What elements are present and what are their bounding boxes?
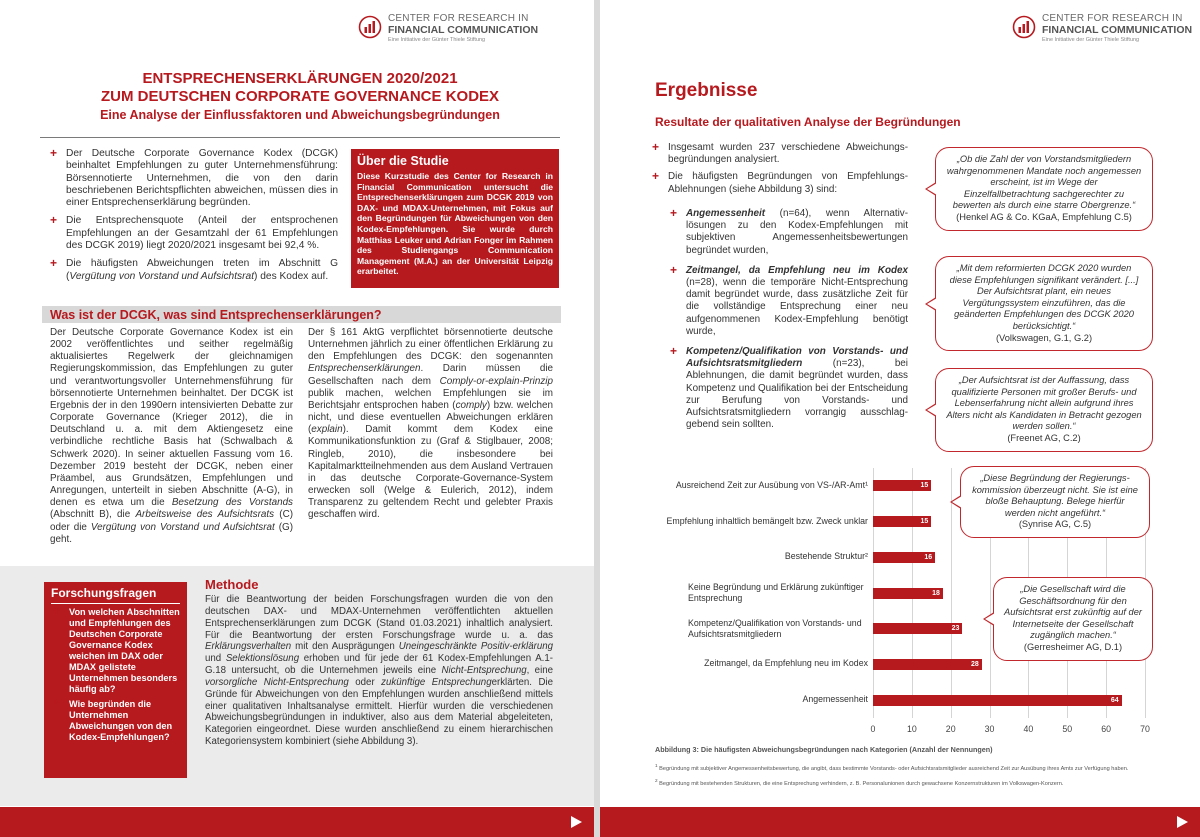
research-questions-box bbox=[44, 582, 187, 778]
logo-line2: FINANCIAL COMMUNICATION bbox=[388, 24, 539, 36]
chart-x-tick: 0 bbox=[870, 724, 876, 734]
chart-x-tick: 20 bbox=[945, 724, 956, 734]
summary-bullet: + Die Entsprechensquote (Anteil der entsprochenen Empfehlungen an der Gesamtzahl der 61 Empfehlungen des DCGK 2019) liegt 2020/2021 insgesamt bei 92,4 %. bbox=[48, 215, 338, 252]
footnote: $^1$ Begründung mit subjektiver Angemessenheitsbewertung, die angibt, dass bestimmte Vorstands- oder Aufsichtsratsmitglieder ausreichend Zeit zur Ausübung ihres Amts zur Verfügung haben. bbox=[655, 763, 1129, 772]
dcgk-column-1: Der Deutsche Corporate Governance Kodex ist ein 2002 veröffentlichtes und seither regelmäßig aktualisiertes Regelwerk der gleichnamigen Regierungskommission, das Empfehlungen zu guter und verantwortungsvoller Unternehmensführung für börsennotierte Unternehmen beinhaltet. Der DCGK ist Ergebnis der in den 1990ern intensivierten Debatte zur Corporate Governance (Krieger 2012), die in Deutschland u. a. mit dem Aktiengesetz eine verbindliche rechtliche Basis hat (Schwalbach & Schwerk 2020). In seiner aktuellen Fassung vom 16. Dezember 2019 besteht der DCGK, neben einer Präambel, aus Grundsätzen, Empfehlungen und Anregungen, unterteilt in sieben Abschnitte (A-G), in denen es etwa um die Besetzung des Vorstands (Abschnitt B), die Arbeitsweise des Aufsichtsrats (C) oder die Vergütung von Vorstand und Aufsichtsrat (G) geht. bbox=[50, 327, 294, 545]
title-subtitle: Eine Analyse der Einflussfaktoren und Abweichungsbegründungen bbox=[100, 108, 500, 122]
chart-category-label: Angemessenheit bbox=[802, 694, 868, 705]
dcgk-column-2: Der § 161 AktG verpflichtet börsennotierte deutsche Unternehmen jährlich zu einer öffentlichen Erklärung zu den Empfehlungen des DCGK: den sogenannten Entsprechenserklärungen. Darin müssen die Gesellschaften nach dem Comply-or-explain-Prinzip publik machen, welchen Empfehlungen sie im Berichtsjahr entsprochen haben (comply) bzw. welchen nicht, und diese eventuellen Abweichungen erklären (explain). Damit kommt dem Kodex eine Kommunikationsfunktion zu (Graf & Stiglbauer, 2008; Ringleb, 2010), die insbesondere bei Kapitalmarktteilnehmenden aus dem Ausland Vertrauen in das deutsche Corporate-Governance-System erwecken soll (Welge & Eulerich, 2012), indem Transparenz zu geltendem Recht und gelebter Praxis geschaffen wird. bbox=[308, 327, 554, 521]
chart-category-label: Kompetenz/Qualifikation von Vorstands- und Aufsichtsratsmitgliedern bbox=[688, 617, 862, 639]
reason-item: + Zeitmangel, da Empfehlung neu im Kodex (n=28), wenn die temporäre Nicht-Entsprechung damit begründet wurde, dass zusätzliche Zeit für die vollständige Entsprechung einer neu aufgenommenen Kodex-Empfehlung benötigt wurde, bbox=[668, 265, 908, 338]
research-questions-list bbox=[51, 607, 180, 743]
about-study-box bbox=[351, 149, 559, 288]
quote-bubble: „Die Gesellschaft wird die Geschäftsordnung für den Aufsichtsrat erst zukünftig auf der Internetseite der Gesellschaft zugänglich machen.“ (Gerresheimer AG, D.1) bbox=[993, 577, 1153, 661]
logo-line1: CENTER FOR RESEARCH IN bbox=[388, 13, 529, 24]
research-questions-title: Forschungsfragen bbox=[51, 586, 157, 600]
chart-x-tick: 10 bbox=[906, 724, 917, 734]
logo-tagline: Eine Initiative der Günter Thiele Stiftung bbox=[388, 37, 486, 43]
title-line1: ENTSPRECHENSERKLÄRUNGEN 2020/2021 bbox=[142, 70, 458, 87]
footnote: $^2$ Begründung mit bestehenden Strukturen, die eine Entsprechung verhindern, z. B. Personalunionen durch gewachsene Konzernstrukturen im Volkswagen-Konzern. bbox=[655, 777, 1064, 787]
quote-bubble: „Der Aufsichtsrat ist der Auffassung, dass qualifizierte Personen mit großer Berufs- und Lebenserfahrung nicht allein aufgrund ihres Alters nicht als Kandidaten in Betracht gezogen werden sollen.“ (Freenet AG, C.2) bbox=[935, 368, 1153, 452]
results-bullet: + Insgesamt wurden 237 verschiedene Abweichungs-begründungen analysiert. bbox=[650, 142, 908, 166]
quote-bubble: „Diese Begründung der Regierungs-kommission überzeugt nicht. Sie ist eine bloße Behauptung. Belege hierfür werden nicht angeführt.“ (Synrise AG, C.5) bbox=[960, 466, 1150, 538]
reason-item: + Angemessenheit (n=64), wenn Alternativ-lösungen zu den Kodex-Empfehlungen mit subjektiven Angemessenheitsbewertungen begründet wurden, bbox=[668, 208, 908, 257]
section-heading: Was ist der DCGK, was sind Entsprechenserklärungen? bbox=[50, 308, 382, 322]
chart-bar-value-label: 23 bbox=[951, 625, 960, 633]
research-divider bbox=[51, 603, 180, 604]
summary-bullets bbox=[48, 148, 338, 289]
logo-line1: CENTER FOR RESEARCH IN bbox=[1042, 13, 1183, 24]
chart-category-label: Ausreichend Zeit zur Ausübung von VS-/AR-Amt¹ bbox=[675, 479, 868, 490]
about-study-text: Diese Kurzstudie des Center for Research in Financial Communication untersucht die Entsprechenserklärungen zum DCGK 2019 von DAX- und MDAX-Unternehmen, mit Fokus auf den Begründungen für Abweichungen von den Kodex-Empfehlungen. Sie wurde durch Matthias Leuker und Adrian Fonger im Rahmen des Studiengangs Communication Management (M.A.) an der Universität Leipzig erarbeitet. bbox=[357, 171, 553, 277]
reasons-bar-chart bbox=[600, 0, 1200, 837]
chart-x-tick: 50 bbox=[1062, 724, 1073, 734]
chart-x-tick: 70 bbox=[1140, 724, 1150, 734]
chart-category-label: Bestehende Struktur² bbox=[784, 551, 868, 562]
about-study-title: Über die Studie bbox=[357, 154, 449, 168]
chart-bar-value-label: 64 bbox=[1110, 696, 1119, 704]
footer-bar bbox=[600, 807, 1200, 837]
results-heading: Ergebnisse bbox=[655, 80, 758, 101]
results-subheading: Resultate der qualitativen Analyse der Begründungen bbox=[655, 115, 961, 129]
chart-x-tick: 60 bbox=[1101, 724, 1112, 734]
chart-x-tick: 30 bbox=[984, 724, 995, 734]
chart-bar-value-label: 16 bbox=[924, 553, 933, 561]
chart-category-label: Empfehlung inhaltlich bemängelt bzw. Zweck unklar bbox=[666, 515, 868, 526]
chart-bar-value-label: 18 bbox=[932, 589, 940, 597]
figure-caption: Abbildung 3: Die häufigsten Abweichungsbegründungen nach Kategorien (Anzahl der Nennungen) bbox=[655, 745, 993, 754]
bar-chart-logo-icon bbox=[358, 15, 382, 39]
quote-bubble: „Ob die Zahl der von Vorstandsmitgliedern wahrgenommenen Mandate noch angemessen erscheint, ist im Wege der Einzelfallbetrachtung sachgerechter zu bewerten als durch eine starre Obergrenze.“ (Henkel AG & Co. KGaA, Empfehlung C.5) bbox=[935, 147, 1153, 231]
chart-bar-value-label: 28 bbox=[971, 660, 979, 668]
method-heading: Methode bbox=[205, 577, 259, 592]
footer-bar bbox=[0, 807, 594, 837]
summary-bullet: + Die häufigsten Abweichungen treten im Abschnitt G (Vergütung von Vorstand und Aufsichtsrat) des Kodex auf. bbox=[48, 258, 338, 283]
document-title bbox=[40, 70, 560, 123]
research-question: + Von welchen Abschnitten und Empfehlungen des Deutschen Corporate Governance Kodex weichen im DAX oder MDAX gelistete Unternehmen besonders häufig ab? bbox=[51, 607, 180, 695]
footnotes bbox=[655, 762, 1155, 788]
chart-bar-value-label: 15 bbox=[920, 482, 929, 490]
title-divider bbox=[40, 137, 560, 138]
logo-tagline: Eine Initiative der Günter Thiele Stiftung bbox=[1042, 37, 1140, 43]
page-right bbox=[600, 0, 1200, 837]
reason-item: + Kompetenz/Qualifikation von Vorstands- und Aufsichtsratsmitgliedern (n=23), bei Ablehnungen, die damit begründet wurden, dass Kompetenz und Qualifikation bei der Entscheidung zur Berufung von Vorstands- und Aufsichtsratsmitgliedern vorrangig ausschlag-gebend sein sollten. bbox=[668, 346, 908, 431]
summary-bullet: + Der Deutsche Corporate Governance Kodex (DCGK) beinhaltet Empfehlungen zu guter Unternehmensführung: Börsennotierte Unternehmen, die von den darin beschriebenen Berichtspflichten abweichen, müssen dies in einer Entsprechenserklärung begründen. bbox=[48, 148, 338, 209]
chart-bar-value-label: 15 bbox=[920, 518, 929, 526]
play-arrow-icon[interactable] bbox=[571, 816, 582, 828]
chart-x-tick: 40 bbox=[1023, 724, 1034, 734]
chart-category-label: Keine Begründung und Erklärung zukünftiger Entsprechung bbox=[688, 582, 864, 603]
title-line2: ZUM DEUTSCHEN CORPORATE GOVERNANCE KODEX bbox=[100, 88, 500, 105]
play-arrow-icon[interactable] bbox=[1177, 816, 1188, 828]
method-text: Für die Beantwortung der beiden Forschungsfragen wurden die von den deutschen DAX- und MDAX-Unternehmen veröffentlichten aktuellen Entsprechenserklärungen zum DCGK (Stand 01.03.2021) inhaltlich analysiert. Für die Beantwortung der ersten Forschungsfrage wurde u. a. das Erklärungsverhalten mit den Ausprägungen Uneingeschränkte Positiv-erklärung und Selektionslösung erhoben und für jede der 61 Kodex-Empfehlungen A.1-G.18 untersucht, ob die Unternehmen jeweils eine Nicht-Entsprechung, eine vorsorgliche Nicht-Entsprechung oder zukünftige Entsprechungerklärten. Die Gründe für Abweichungen von den Empfehlungen wurden anschließend mittels einer qualitativen Inhaltsanalyse ermittelt. Hierfür wurden die verschiedenen Abweichungsbegründungen in induktiver, also aus dem Material abgeleiteten, Kategorien eingeordnet. Diese wurden anschließend zu einem hierarchischen Kategoriensystem kombiniert (siehe Abbildung 3). bbox=[205, 594, 553, 748]
research-question: + Wie begründen die Unternehmen Abweichungen von den Kodex-Empfehlungen? bbox=[51, 699, 180, 743]
results-bullet: + Die häufigsten Begründungen von Empfehlungs-Ablehnungen (siehe Abbildung 3) sind: bbox=[650, 171, 908, 195]
chart-category-label: Zeitmangel, da Empfehlung neu im Kodex bbox=[704, 658, 868, 669]
logo-line2: FINANCIAL COMMUNICATION bbox=[1042, 24, 1193, 36]
quote-bubble: „Mit dem reformierten DCGK 2020 wurden diese Empfehlungen signifikant verändert. [...] Der Aufsichtsrat plant, ein neues Vergütungssystem einzuführen, das die geänderten Empfehlungen des DCGK 2020 berücksichtigt.“ (Volkswagen, G.1, G.2) bbox=[935, 256, 1153, 351]
page-left bbox=[0, 0, 594, 837]
logo bbox=[358, 14, 538, 44]
